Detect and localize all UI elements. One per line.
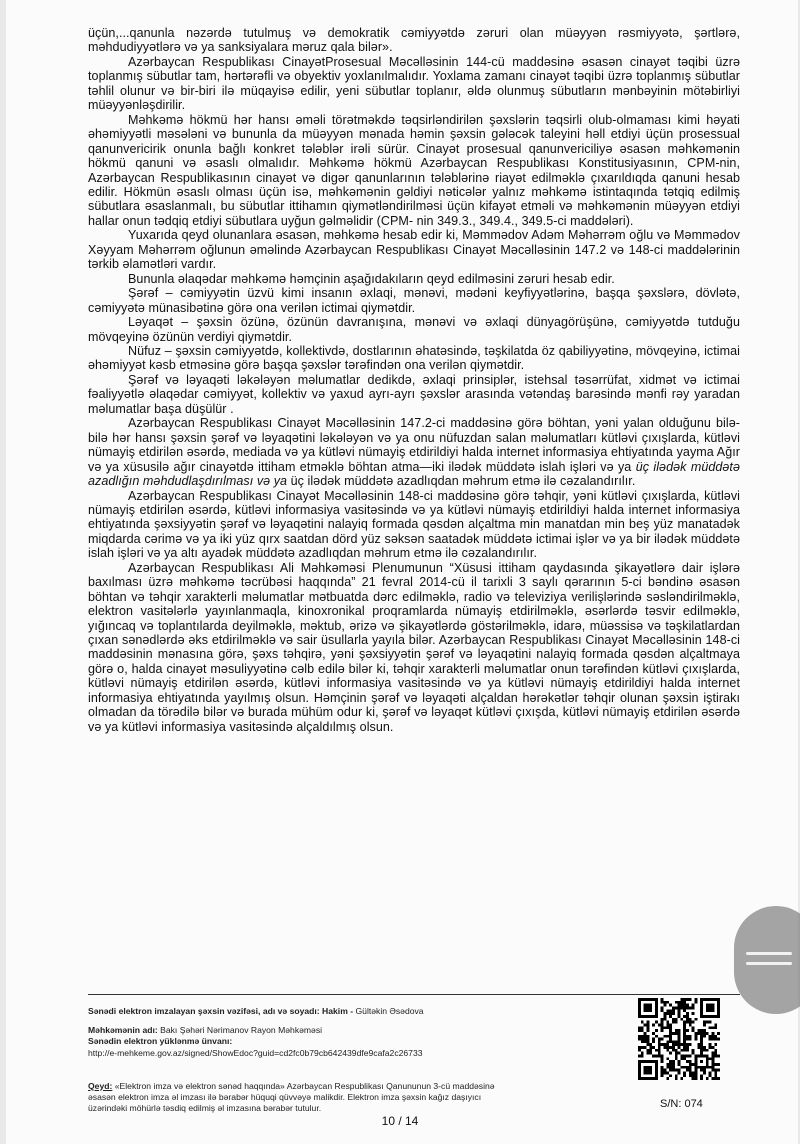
paragraph: Şərəf və ləyaqəti ləkələyən məlumatlar dedikdə, əxlaqi prinsiplər, istehsal təsərrüfat, xidmət və ictimai fəaliyyətlə əlaqədar cəmiyyət, kollektiv və yaxud ayrı-ayrı şəxslər arasında vətəndaş barəsində mənfi rəy yaradan məlumatlar başa düşülür . bbox=[88, 372, 740, 416]
paragraph-text: Azərbaycan Respublikası Cinayət Məcəlləsinin 147.2-ci maddəsinə görə böhtan, yəni yalan olduğunu bilə-bilə hər hansı şəxsin şərəf və ləyaqətini ləkələyən və ya onu nüfuzdan salan məlumatları kütləvi çıxışlarda, kütləvi nümayiş etdirilən əsərdə, mediada və ya kütləvi nümayiş etdirildiyi halda internet informasiya ehtiyatında yayma Ağır və ya xüsusilə ağır cinayətdə ittiham etməklə böhtan atma—iki ilədək müddətə islah işləri və ya bbox=[88, 416, 740, 474]
paragraph: Nüfuz – şəxsin cəmiyyətdə, kollektivdə, dostlarının əhatəsində, təşkilatda öz qabiliyyətinə, mövqeyinə, ictimai əhəmiyyət kəsb etməsinə görə başqa şəxslər tərəfindən ona verilən qiymətdir. bbox=[88, 343, 740, 373]
note-label: Qeyd: bbox=[88, 1080, 113, 1091]
footer-divider bbox=[88, 994, 740, 995]
paragraph: üçün,...qanunla nəzərdə tutulmuş və demokratik cəmiyyətdə zəruri olan müəyyən rəsmiyyətə, şərtlərə, məhdudiyyətlərə və ya sanksiyalara məruz qala bilər». bbox=[88, 26, 740, 55]
note-line-3: üzərindəki möhürlə təsdiq edilmiş əl imzasına bərabər tutulur. bbox=[88, 1103, 322, 1114]
paragraph: Bununla əlaqədar məhkəmə həmçinin aşağıdakıların qeyd edilməsini zəruri hesab edir. bbox=[128, 271, 615, 286]
address-label-text: Sənədin elektron yüklənmə ünvanı: bbox=[88, 1036, 233, 1047]
note-text: «Elektron imza və elektron sənəd haqqında» Azərbaycan Respublikası Qanununun 3-cü maddəsinə bbox=[114, 1080, 495, 1091]
handle-line-icon bbox=[746, 962, 792, 965]
paragraph: Ləyaqət – şəxsin özünə, özünün davranışına, mənəvi və əxlaqi dünyagörüşünə, cəmiyyətdə tutduğu mövqeyinə özünün verdiyi qiymətdir. bbox=[88, 315, 740, 344]
signer-row bbox=[88, 1006, 628, 1017]
paragraph: Yuxarıda qeyd olunanlara əsasən, məhkəmə hesab edir ki, Məmmədov Adəm Məhərrəm oğlu və Məmmədov Xəyyam Məhərrəm oğlunun əməlində Azərbaycan Respublikası Cinayət Məcəlləsinin 147.2 və 148-ci maddələrinin tərkib əlamətləri vardır. bbox=[88, 228, 740, 272]
paragraph-text: üç ilədək müddətə azadlıqdan məhrum etmə ilə cəzalandırılır. bbox=[290, 474, 636, 489]
address-link[interactable]: http://e-mehkeme.gov.az/signed/ShowEdoc?guid=cd2fc0b79cb642439dfe9cafa2c26733 bbox=[88, 1047, 423, 1058]
address-label bbox=[88, 1036, 628, 1047]
paragraph: Şərəf – cəmiyyətin üzvü kimi insanın əxlaqi, mənəvi, mədəni keyfiyyətlərinə, başqa şəxslərə, dövlətə, cəmiyyətə münasibətinə görə ona verilən ictimai qiymətdir. bbox=[88, 286, 740, 315]
paragraph: Azərbaycan Respublikası Ali Məhkəməsi Plenumunun “Xüsusi ittiham qaydasında şikayətlərə dair işlərə baxılması üzrə məhkəmə təcrübəsi haqqında” 21 fevral 2014-cü il tarixli 3 saylı qərarının 5-ci bəndinə əsasən böhtan və təhqir xarakterli məlumatlar mətbuatda dərc edilməklə, radio və televiziya verilişlərində səsləndirilməklə, elektron vasitələrlə yayınlanmaqla, kinoxronikal proqramlarda nümayiş etdirilməklə, əsərlərdə təsvir edilməklə, yığıncaq və toplantılarda deyilməklə, məktub, ərizə və şikayətlərdə göstərilməklə, idarə, müəssisə və təşkilatlardan çıxan sənədlərdə əks etdirilməklə və sair üsullarla yayıla bilər. Azərbaycan Respublikası Cinayət Məcəlləsinin 148-ci maddəsinin mənasına görə, şəxs təhqirə, yəni şəxsiyyətin şərəf və ləyaqətini nalayiq formada qəsdən alçaltmaya görə o, halda cinayət məsuliyyətinə cəlb edilə bilər ki, təhqir xarakterli məlumatlar onun tərəfindən kütləvi çıxışlarda, kütləvi nümayiş etdirilən əsərdə, kütləvi informasiya vasitəsində və ya kütləvi nümayiş etdirildiyi halda internet informasiya ehtiyatında yayılmış olsun. Həmçinin şərəf və ləyaqəti alçaldan hərəkətlər təhqir olunan şəxsin iştirakı olmadan da törədilə bilər və burada mühüm odur ki, şərəf və ləyaqət kütləvi çıxışda, kütləvi nümayiş etdirilən əsərdə və ya kütləvi informasiya vasitəsində alçaldılmış olsun. bbox=[88, 560, 740, 734]
paragraph: Azərbaycan Respublikası CinayətProsesual Məcəlləsinin 144-cü maddəsinə əsasən cinayət təqibi üzrə toplanmış sübutlar tam, hərtərəfli və obyektiv yoxlanılmalıdır. Yoxlama zamanı cinayət təqibi üzrə toplanmış sübutlar təhlil olunur və bir-biri ilə müqayisə edilir, yeni sübutlar toplanır, əldə olunmuş sübutların mənbəyinin mötəbirliyi müəyyənləşdirilir. bbox=[88, 54, 740, 113]
italic-text: üç ilədək müddətə azadlığın məhdudlaşdırılması və ya bbox=[88, 459, 740, 489]
signer-label: Sənədi elektron imzalayan şəxsin vəzifəsi, adı və soyadı: Hakim - bbox=[88, 1006, 354, 1016]
court-row bbox=[88, 1025, 628, 1036]
paragraph: Azərbaycan Respublikası Cinayət Məcəlləsinin 148-ci maddəsinə görə təhqir, yəni kütləvi çıxışlarda, kütləvi nümayiş etdirilən əsərdə, kütləvi informasiya vasitəsində və ya kütləvi nümayiş etdirildiyi halda internet informasiya ehtiyatında şəxsiyyətin şərəf və ləyaqətini nalayiq formada qəsdən alçaltma min manatdan min beş yüz manatadək miqdarda cərimə və ya iki yüz qırx saatdan dörd yüz səksən saatadək müddətə ictimai işlər və ya bir ilədək müddətə islah işləri və ya altı ayadək müddətə azadlıqdan məhrum etmə ilə cəzalandırılır. bbox=[88, 488, 740, 561]
paragraph bbox=[88, 416, 740, 488]
court-label: Məhkəmənin adı: bbox=[88, 1025, 158, 1036]
page-number: 10 / 14 bbox=[381, 1114, 419, 1128]
paragraph: Məhkəmə hökmü hər hansı əməli törətməkdə təqsirləndirilən şəxslərin təqsirli olub-olmaması kimi həyati əhəmiyyətli məsələni və bununla da müəyyən mənada həmin şəxsin gələcək taleyini həll etdiyi üçün prosessual qanunvericirik onunla bağlı konkret tələblər irəli sürür. Cinayət prosesual qanunvericiliyə əsasən məhkəmənin hökmü qanuni və əsaslı olmalıdır. Məhkəmə hökmü Azərbaycan Respublikası Konstitusiyasının, CPM-nin, Azərbaycan Respublikasının cinayət və digər qanunlarının tələblərinə riayət edilməklə çıxarıldıqda qanuni hesab edilir. Hökmün əsaslı olması üçün isə, məhkəmənin gəldiyi nəticələr yalnız məhkəmə istintaqında tətqiq edilmiş sübutlara əsaslanmalı, bu sübutlar ittihamın qiymətləndirilməsi üçün kifayət etməli və məhkəmənin müəyyən etdiyi hallar onun tədqiq etdiyi sübutlara uyğun gəlməlidir (CPM- nin 349.3., 349.4., 349.5-ci maddələri). bbox=[88, 112, 740, 228]
signature-footer bbox=[88, 1006, 628, 1114]
handle-line-icon bbox=[746, 952, 792, 955]
document-body bbox=[88, 26, 740, 734]
signer-value: Gültəkin Əsədova bbox=[355, 1006, 424, 1016]
note-line-1 bbox=[88, 1081, 628, 1092]
serial-number: S/N: 074 bbox=[660, 1098, 703, 1110]
note-line-2: əsasən elektron imza əl imzası ilə bərabər hüquqi qüvvəyə malikdir. Elektron imza şəxsin kağız daşıyıcı bbox=[88, 1092, 482, 1103]
qr-code-icon bbox=[638, 998, 720, 1080]
scroll-handle[interactable] bbox=[734, 906, 800, 1014]
court-value: Bakı Şəhəri Nərimanov Rayon Məhkəməsi bbox=[160, 1025, 323, 1036]
